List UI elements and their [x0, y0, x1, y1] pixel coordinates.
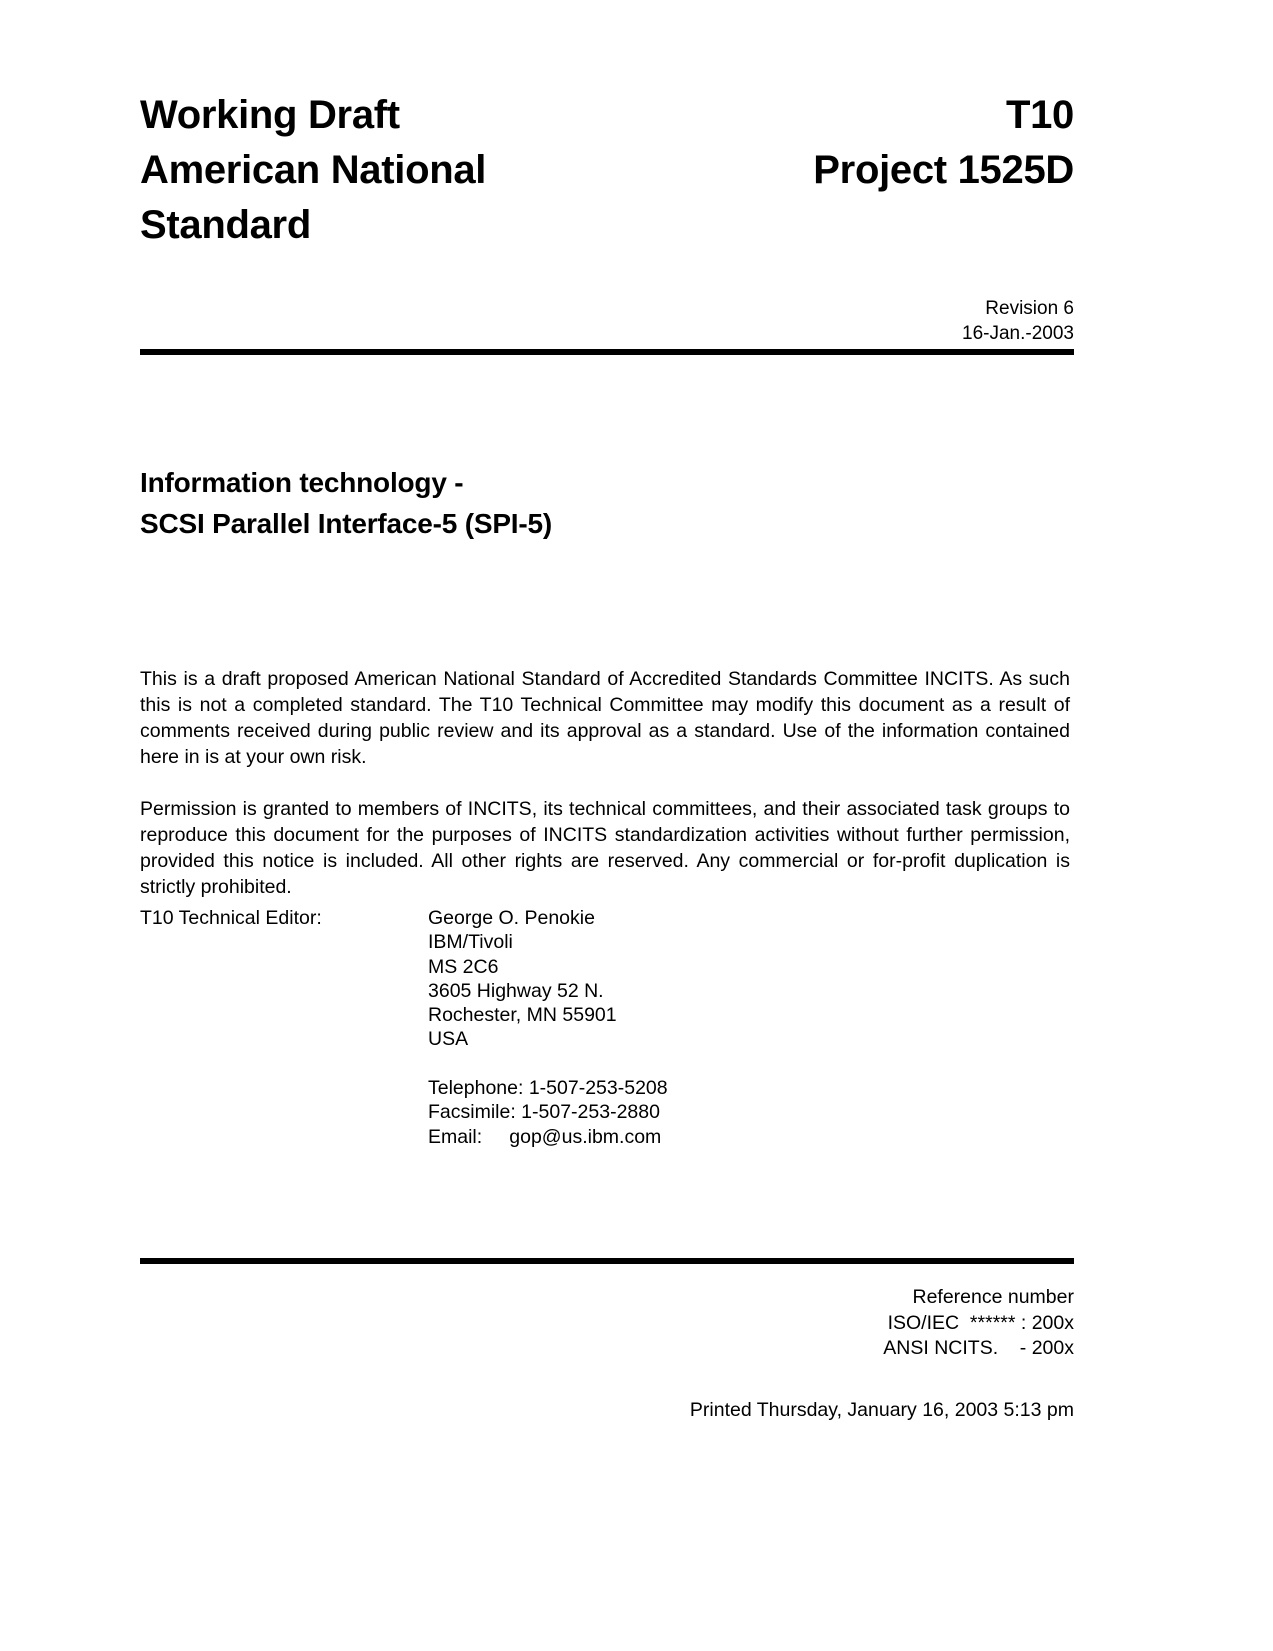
editor-label: T10 Technical Editor:: [140, 907, 322, 929]
header-title-right: [813, 88, 1074, 198]
reference-iso-line: ISO/IEC ****** : 200x: [887, 1311, 1074, 1334]
editor-row: [140, 906, 1074, 1149]
footer-divider-rule: [140, 1258, 1074, 1264]
permission-paragraph: Permission is granted to members of INCITS, its technical committees, and their associated task groups to reproduce this document for the purposes of INCITS standardization activities without further permission, provided this notice is included. All other rights are reserved. Any commercial or for-profit duplication is strictly prohibited.: [140, 798, 1070, 898]
reference-ansi-line: ANSI NCITS. - 200x: [883, 1337, 1074, 1359]
header-line-standard: Standard: [140, 203, 311, 247]
header-title-left: [140, 88, 486, 253]
document-header: [140, 88, 1074, 253]
header-line-american-national: American National: [140, 148, 487, 192]
revision-number: Revision 6: [985, 298, 1074, 319]
revision-block: [140, 296, 1074, 346]
editor-name: George O. Penokie: [428, 907, 595, 929]
editor-contact-block: [140, 906, 1074, 1149]
page-title-line-2: SCSI Parallel Interface-5 (SPI-5): [140, 508, 553, 539]
reference-number-label: Reference number: [912, 1286, 1074, 1308]
body-text: [140, 666, 1070, 900]
editor-facsimile: Facsimile: 1-507-253-2880: [428, 1101, 660, 1124]
page-title-line-1: Information technology -: [140, 467, 464, 498]
reference-number-block: [140, 1285, 1074, 1362]
editor-details: [428, 906, 1074, 1149]
editor-email: Email: gop@us.ibm.com: [428, 1125, 662, 1148]
editor-company: IBM/Tivoli: [428, 931, 513, 954]
header-row: [140, 88, 1074, 253]
editor-street: 3605 Highway 52 N.: [428, 979, 604, 1002]
header-divider-rule: [140, 349, 1074, 355]
editor-mailstop: MS 2C6: [428, 955, 499, 978]
editor-city-state-zip: Rochester, MN 55901: [428, 1004, 617, 1027]
editor-telephone: Telephone: 1-507-253-5208: [428, 1077, 668, 1100]
editor-country: USA: [428, 1028, 469, 1051]
printed-timestamp: Printed Thursday, January 16, 2003 5:13 pm: [689, 1399, 1074, 1421]
page-title: [140, 462, 1074, 544]
header-line-working-draft: Working Draft: [140, 93, 400, 137]
editor-spacer: [428, 1052, 1074, 1076]
revision-date: 16-Jan.-2003: [962, 323, 1074, 344]
header-line-project: Project 1525D: [813, 148, 1074, 192]
header-line-t10: T10: [1005, 93, 1074, 137]
disclaimer-paragraph: This is a draft proposed American National Standard of Accredited Standards Committee INCITS. As such this is not a completed standard. The T10 Technical Committee may modify this document as a result of comments received during public review and its approval as a standard. Use of the information contained here in is at your own risk.: [140, 668, 1070, 768]
